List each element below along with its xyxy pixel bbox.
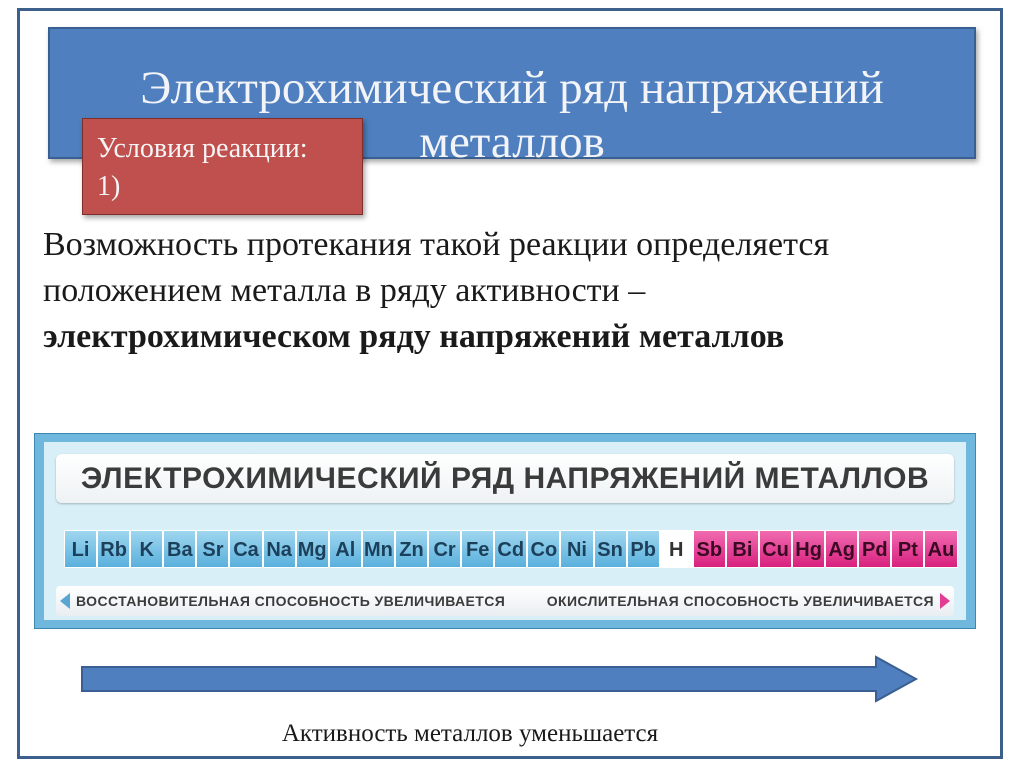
element-cell-li: Li	[64, 530, 97, 568]
element-cell-sr: Sr	[196, 530, 229, 568]
element-cell-rb: Rb	[97, 530, 130, 568]
reducing-ability-label: ВОССТАНОВИТЕЛЬНАЯ СПОСОБНОСТЬ УВЕЛИЧИВАЕТСЯ	[76, 593, 506, 609]
right-triangle-icon	[940, 593, 950, 609]
element-cell-hg: Hg	[792, 530, 825, 568]
series-title: ЭЛЕКТРОХИМИЧЕСКИЙ РЯД НАПРЯЖЕНИЙ МЕТАЛЛОВ	[56, 454, 954, 503]
element-cells	[64, 530, 958, 568]
element-cell-cd: Cd	[494, 530, 527, 568]
element-cell-sb: Sb	[693, 530, 726, 568]
body-line-2: положением металла в ряду активности –	[43, 272, 646, 309]
element-cell-ni: Ni	[560, 530, 593, 568]
element-cell-ba: Ba	[163, 530, 196, 568]
element-cell-mg: Mg	[296, 530, 329, 568]
electrochemical-series-image	[34, 433, 976, 629]
element-cell-cu: Cu	[759, 530, 792, 568]
condition-number: 1)	[97, 171, 121, 202]
ability-bar	[56, 586, 954, 616]
element-cell-k: K	[130, 530, 163, 568]
element-cell-pb: Pb	[627, 530, 660, 568]
body-paragraph	[43, 222, 993, 360]
element-cell-au: Au	[924, 530, 957, 568]
element-cell-pt: Pt	[891, 530, 924, 568]
element-cell-na: Na	[263, 530, 296, 568]
element-cell-fe: Fe	[461, 530, 494, 568]
left-triangle-icon	[60, 593, 70, 609]
condition-label: Условия реакции:	[97, 133, 308, 164]
element-cell-zn: Zn	[395, 530, 428, 568]
element-cell-bi: Bi	[726, 530, 759, 568]
element-cell-co: Co	[527, 530, 560, 568]
element-cell-cr: Cr	[428, 530, 461, 568]
body-line-3: электрохимическом ряду напряжений металлов	[43, 318, 785, 355]
body-line-1: Возможность протекания такой реакции определяется	[43, 226, 830, 263]
slide-title: Электрохимический ряд напряжений металлов	[140, 62, 884, 168]
element-cell-pd: Pd	[858, 530, 891, 568]
element-cell-al: Al	[329, 530, 362, 568]
condition-box	[82, 118, 363, 215]
element-cell-ag: Ag	[825, 530, 858, 568]
oxidizing-ability-label: ОКИСЛИТЕЛЬНАЯ СПОСОБНОСТЬ УВЕЛИЧИВАЕТСЯ	[546, 593, 934, 609]
element-cell-sn: Sn	[594, 530, 627, 568]
element-cell-h: H	[660, 530, 693, 568]
element-cell-ca: Ca	[229, 530, 262, 568]
element-cell-mn: Mn	[362, 530, 395, 568]
arrow-caption: Активность металлов уменьшается	[281, 720, 659, 747]
right-arrow-icon	[80, 655, 920, 703]
series-panel	[44, 442, 966, 620]
